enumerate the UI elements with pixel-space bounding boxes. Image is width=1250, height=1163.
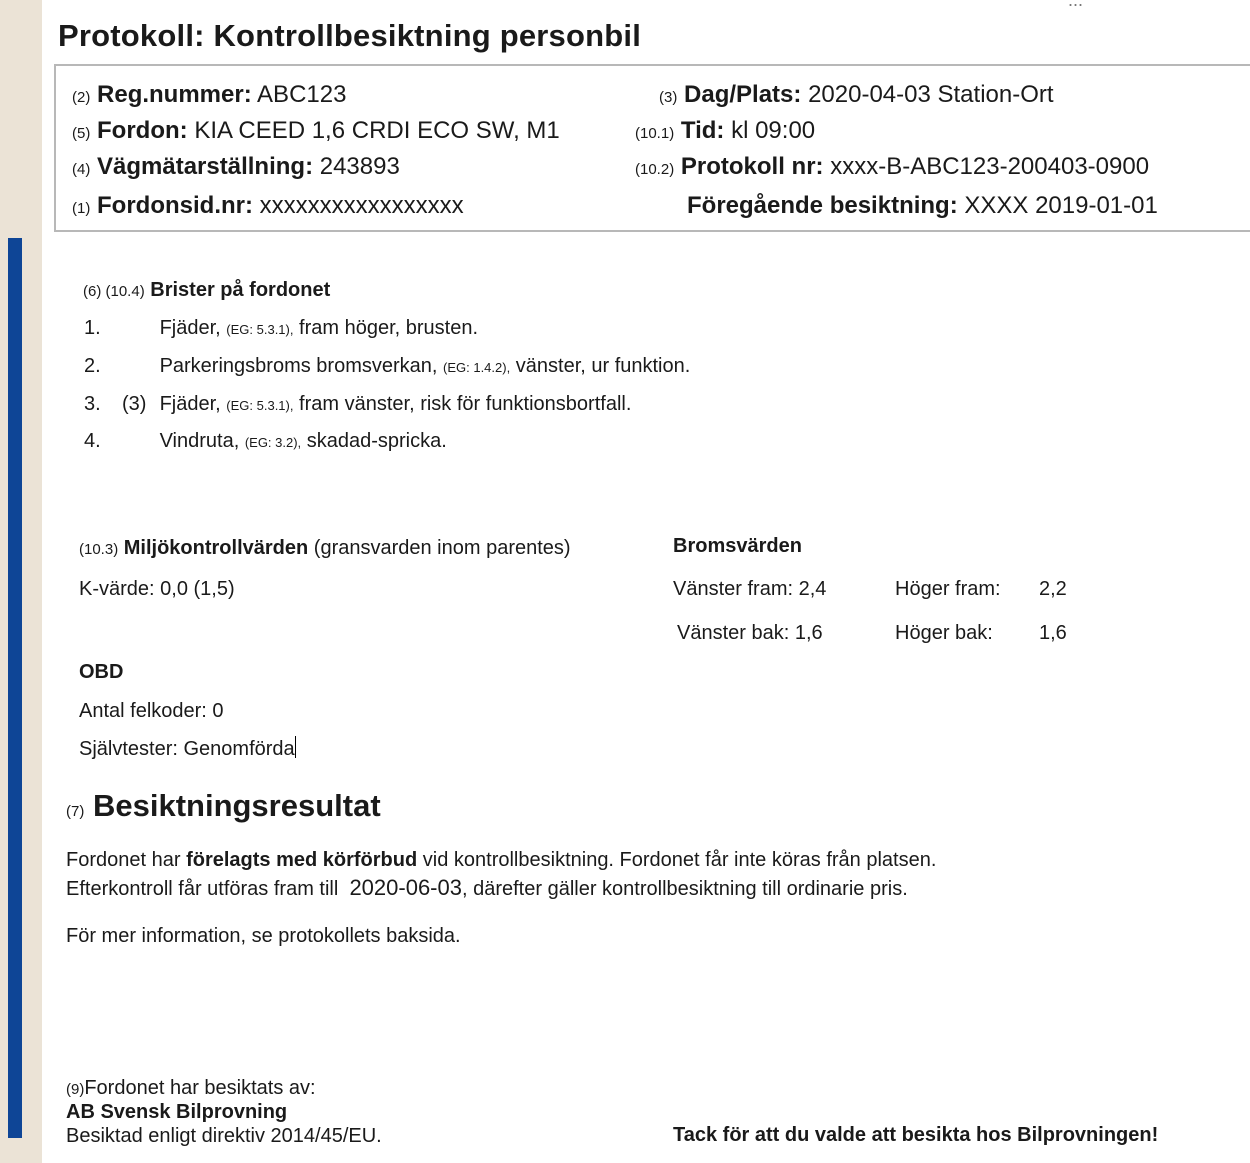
obd-self-tests: Självtester: Genomförda (79, 738, 295, 760)
vehicle-label: Fordon: (97, 117, 188, 144)
field-code: (4) (72, 161, 91, 178)
obd-fault-codes: Antal felkoder: 0 (79, 700, 224, 722)
odometer-value: 243893 (319, 153, 400, 180)
list-item: 2. Parkeringsbroms bromsverkan, (EG: 1.4.2), vänster, ur funktion. (84, 355, 691, 377)
list-item: 4. Vindruta, (EG: 3.2), skadad-spricka. (84, 430, 447, 452)
results-title: Besiktningsresultat (92, 788, 381, 823)
driving-ban-text: förelagts med körförbud (186, 849, 418, 871)
date-place-label: Dag/Plats: (684, 81, 802, 108)
vin-label: Fordonsid.nr: (97, 192, 253, 219)
field-code: (3) (659, 89, 678, 106)
field-code: (10.1) (635, 125, 675, 142)
page-title: Protokoll: Kontrollbesiktning personbil (58, 18, 642, 53)
previous-inspection-row (687, 191, 1158, 221)
field-code: (5) (72, 125, 91, 142)
defects-heading (83, 279, 330, 302)
result-line-1: Fordonet har förelagts med körförbud vid kontrollbesiktning. Fordonet får inte köras från platsen. (66, 849, 937, 871)
time-value: kl 09:00 (731, 117, 816, 144)
time-row (635, 116, 815, 149)
protocol-value: xxxx-B-ABC123-200403-0900 (830, 153, 1150, 180)
environment-heading (79, 535, 571, 563)
brake-rear-left: Vänster bak: 1,6 (677, 622, 823, 644)
previous-inspection-label: Föregående besiktning: (687, 192, 958, 219)
environment-title: Miljökontrollvärden (123, 537, 309, 559)
company-name: AB Svensk Bilprovning (66, 1101, 288, 1123)
field-code: (10.2) (635, 161, 675, 178)
protocol-row (635, 152, 1149, 185)
vehicle-row (72, 116, 560, 149)
list-item: 3. (3) Fjäder, (EG: 5.3.1), fram vänster, risk för funktionsbortfall. (84, 393, 632, 415)
field-code: (7) (66, 803, 85, 820)
k-value: K-värde: 0,0 (1,5) (79, 578, 235, 600)
corner-mark: ... (1068, 0, 1084, 10)
odometer-row (72, 152, 400, 185)
obd-heading: OBD (79, 661, 124, 683)
odometer-label: Vägmätarställning: (97, 153, 314, 180)
defects-title: Brister på fordonet (150, 279, 331, 301)
environment-note: (gransvarden inom parentes) (313, 537, 571, 559)
reg-number-label: Reg.nummer: (97, 81, 252, 108)
brake-front-right: Höger fram: 2,2 (895, 578, 1067, 600)
margin-accent-bar (8, 238, 22, 1138)
vin-row (72, 191, 464, 224)
reg-number-value: ABC123 (257, 81, 347, 108)
list-item: 1. Fjäder, (EG: 5.3.1), fram höger, brusten. (84, 317, 479, 339)
field-code: (6) (10.4) (83, 283, 145, 300)
results-heading (66, 788, 381, 824)
brake-front-left: Vänster fram: 2,4 (673, 578, 827, 600)
previous-inspection-value: XXXX 2019-01-01 (964, 192, 1158, 219)
thanks-message: Tack för att du valde att besikta hos Bilprovningen! (673, 1124, 1159, 1146)
date-place-value: 2020-04-03 Station-Ort (808, 81, 1054, 108)
date-place-row (659, 80, 1054, 113)
directive-text: Besiktad enligt direktiv 2014/45/EU. (66, 1125, 382, 1147)
brakes-heading: Bromsvärden (673, 535, 802, 557)
field-code: (10.3) (79, 541, 119, 558)
time-label: Tid: (680, 117, 725, 144)
result-line-2: Efterkontroll får utföras fram till 2020-06-03, därefter gäller kontrollbesiktning till ordinarie pris. (66, 875, 908, 900)
reg-number-row (72, 80, 346, 113)
recheck-deadline: 2020-06-03 (349, 875, 462, 900)
protocol-label: Protokoll nr: (680, 153, 824, 180)
inspected-by: (9)Fordonet har besiktats av: (66, 1077, 316, 1099)
more-info: För mer information, se protokollets baksida. (66, 925, 461, 947)
vin-value: xxxxxxxxxxxxxxxxx (259, 192, 464, 219)
text-cursor (295, 736, 296, 758)
vehicle-value: KIA CEED 1,6 CRDI ECO SW, M1 (194, 117, 560, 144)
field-code: (9) (66, 1081, 85, 1098)
brake-rear-right: Höger bak: 1,6 (895, 622, 1067, 644)
field-code: (1) (72, 200, 91, 217)
field-code: (2) (72, 89, 91, 106)
